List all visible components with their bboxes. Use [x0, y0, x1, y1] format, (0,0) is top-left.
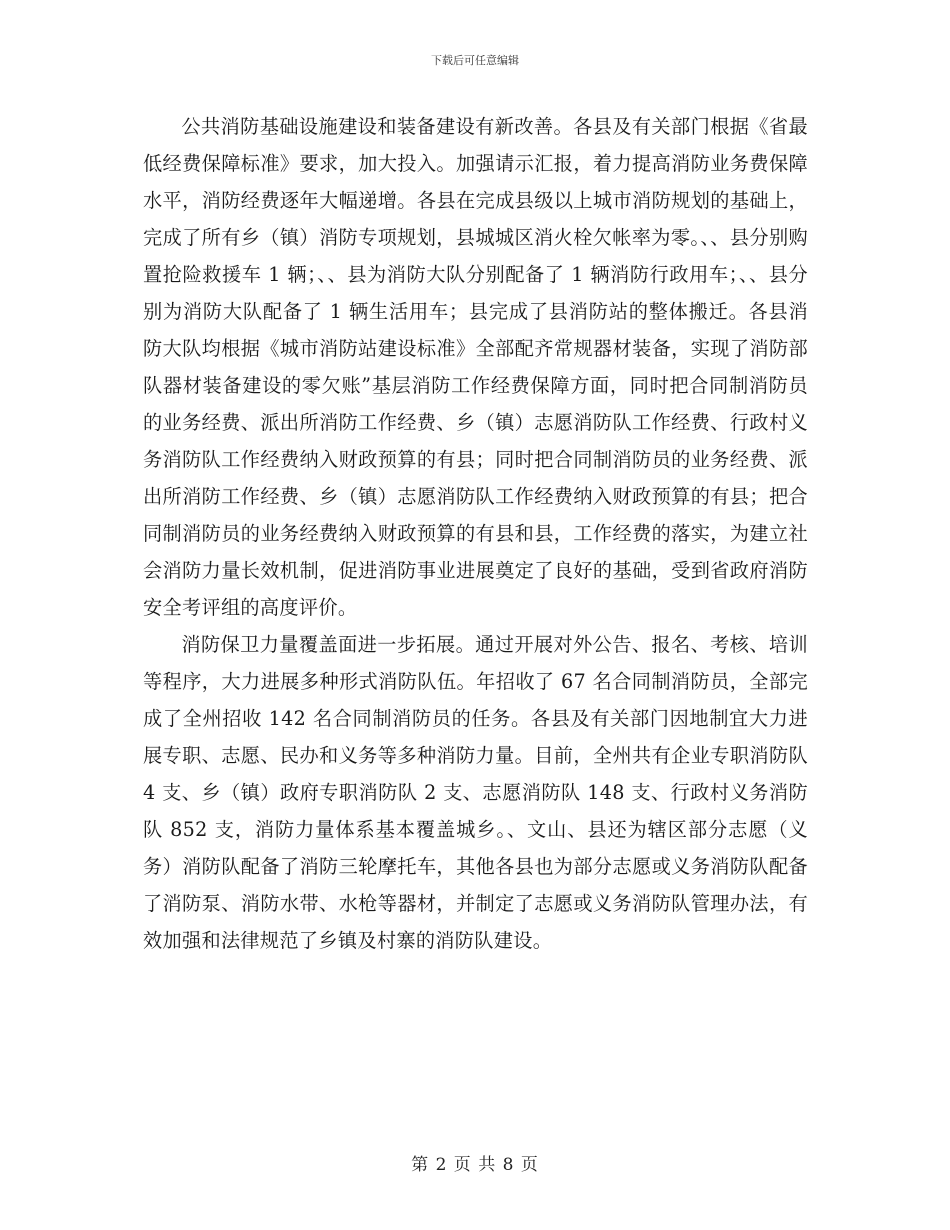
page-number: 第 2 页 共 8 页 — [411, 1155, 539, 1175]
page-header: 下载后可任意编辑 — [431, 54, 519, 67]
paragraph-infrastructure: 公共消防基础设施建设和装备建设有新改善。各县及有关部门根据《省最低经费保障标准》要求，加大投入。加强请示汇报，着力提高消防业务费保障水平，消防经费逐年大幅递增。各县在完成县级以上城市消防规划的基础上，完成了所有乡（镇）消防专项规划，县城城区消火栓欠帐率为零。、、县分别购置抢险救援车 1 辆；、、县为消防大队分别配备了 1 辆消防行政用车；、、县分别为消防大队配备了 1 辆生活用车；县完成了县消防站的整体搬迁。各县消防大队均根据《城市消防站建设标准》全部配齐常规器材装备，实现了消防部队器材装备建设的零欠账”基层消防工作经费保障方面，同时把合同制消防员的业务经费、派出所消防工作经费、乡（镇）志愿消防队工作经费、行政村义务消防队工作经费纳入财政预算的有县；同时把合同制消防员的业务经费、派出所消防工作经费、乡（镇）志愿消防队工作经费纳入财政预算的有县；把合同制消防员的业务经费纳入财政预算的有县和县，工作经费的落实，为建立社会消防力量长效机制，促进消防事业进展奠定了良好的基础，受到省政府消防安全考评组的高度评价。 — [143, 115, 808, 619]
paragraph-fire-forces: 消防保卫力量覆盖面进一步拓展。通过开展对外公告、报名、考核、培训等程序，大力进展多种形式消防队伍。年招收了 67 名合同制消防员，全部完成了全州招收 142 名合同制消防员的任务。各县及有关部门因地制宜大力进展专职、志愿、民办和义务等多种消防力量。目前，全州共有企业专职消防队 4 支、乡（镇）政府专职消防队 2 支、志愿消防队 148 支、行政村义务消防队 852 支，消防力量体系基本覆盖城乡。、文山、县还为辖区部分志愿（义务）消防队配备了消防三轮摩托车，其他各县也为部分志愿或义务消防队配备了消防泵、消防水带、水枪等器材，并制定了志愿或义务消防队管理办法，有效加强和法律规范了乡镇及村寨的消防队建设。 — [143, 633, 808, 952]
document-body — [143, 108, 808, 959]
